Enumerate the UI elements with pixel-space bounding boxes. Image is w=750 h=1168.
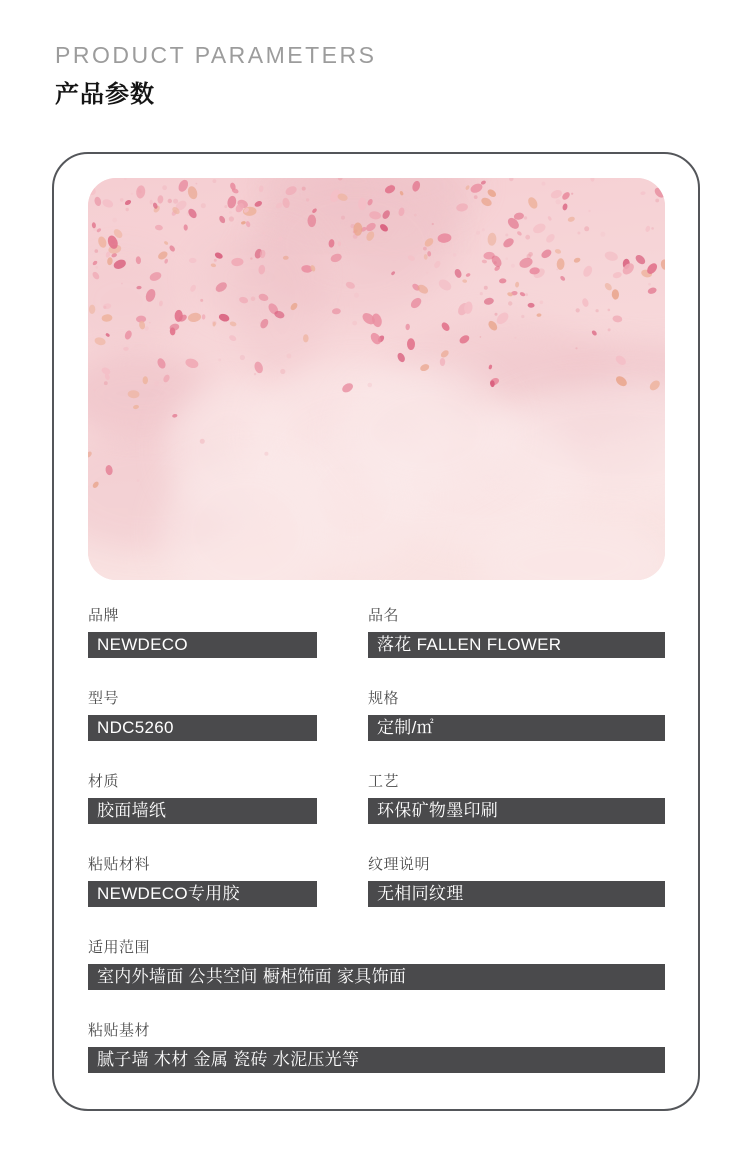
param-row [88, 855, 665, 907]
param-label: 工艺 [368, 773, 400, 790]
param-label: 规格 [368, 690, 400, 707]
param-value-bar: NEWDECO [88, 632, 317, 658]
param-base-substrate [88, 1021, 665, 1073]
param-label: 粘贴材料 [88, 856, 151, 873]
param-value-bar: 胶面墙纸 [88, 798, 317, 824]
param-material [88, 772, 317, 824]
page-title-chinese: 产品参数 [55, 81, 155, 108]
param-texture-note [368, 855, 665, 907]
param-value-bar: NEWDECO专用胶 [88, 881, 317, 907]
param-value-bar: 环保矿物墨印刷 [368, 798, 665, 824]
param-value-bar: 室内外墙面 公共空间 橱柜饰面 家具饰面 [88, 964, 665, 990]
param-value-bar: 定制/㎡ [368, 715, 665, 741]
page-title-english: PRODUCT PARAMETERS [55, 42, 377, 68]
param-row [88, 606, 665, 658]
param-value-bar: 落花 FALLEN FLOWER [368, 632, 665, 658]
param-row [88, 689, 665, 741]
param-value-bar: 腻子墙 木材 金属 瓷砖 水泥压光等 [88, 1047, 665, 1073]
product-photo [88, 178, 665, 580]
param-label: 品名 [368, 607, 400, 624]
param-row [88, 938, 665, 990]
param-craft [368, 772, 665, 824]
param-label: 纹理说明 [368, 856, 431, 873]
param-label: 粘贴基材 [88, 1022, 151, 1039]
param-label: 适用范围 [88, 939, 151, 956]
param-label: 材质 [88, 773, 120, 790]
param-label: 品牌 [88, 607, 120, 624]
param-label: 型号 [88, 690, 120, 707]
param-row [88, 1021, 665, 1073]
param-specification [368, 689, 665, 741]
param-value-bar: 无相同纹理 [368, 881, 665, 907]
param-scope-of-use [88, 938, 665, 990]
param-model [88, 689, 317, 741]
parameters-list [88, 606, 665, 1104]
param-product-name [368, 606, 665, 658]
param-brand [88, 606, 317, 658]
param-row [88, 772, 665, 824]
param-value-bar: NDC5260 [88, 715, 317, 741]
product-parameters-card [52, 152, 700, 1111]
param-adhesive-material [88, 855, 317, 907]
